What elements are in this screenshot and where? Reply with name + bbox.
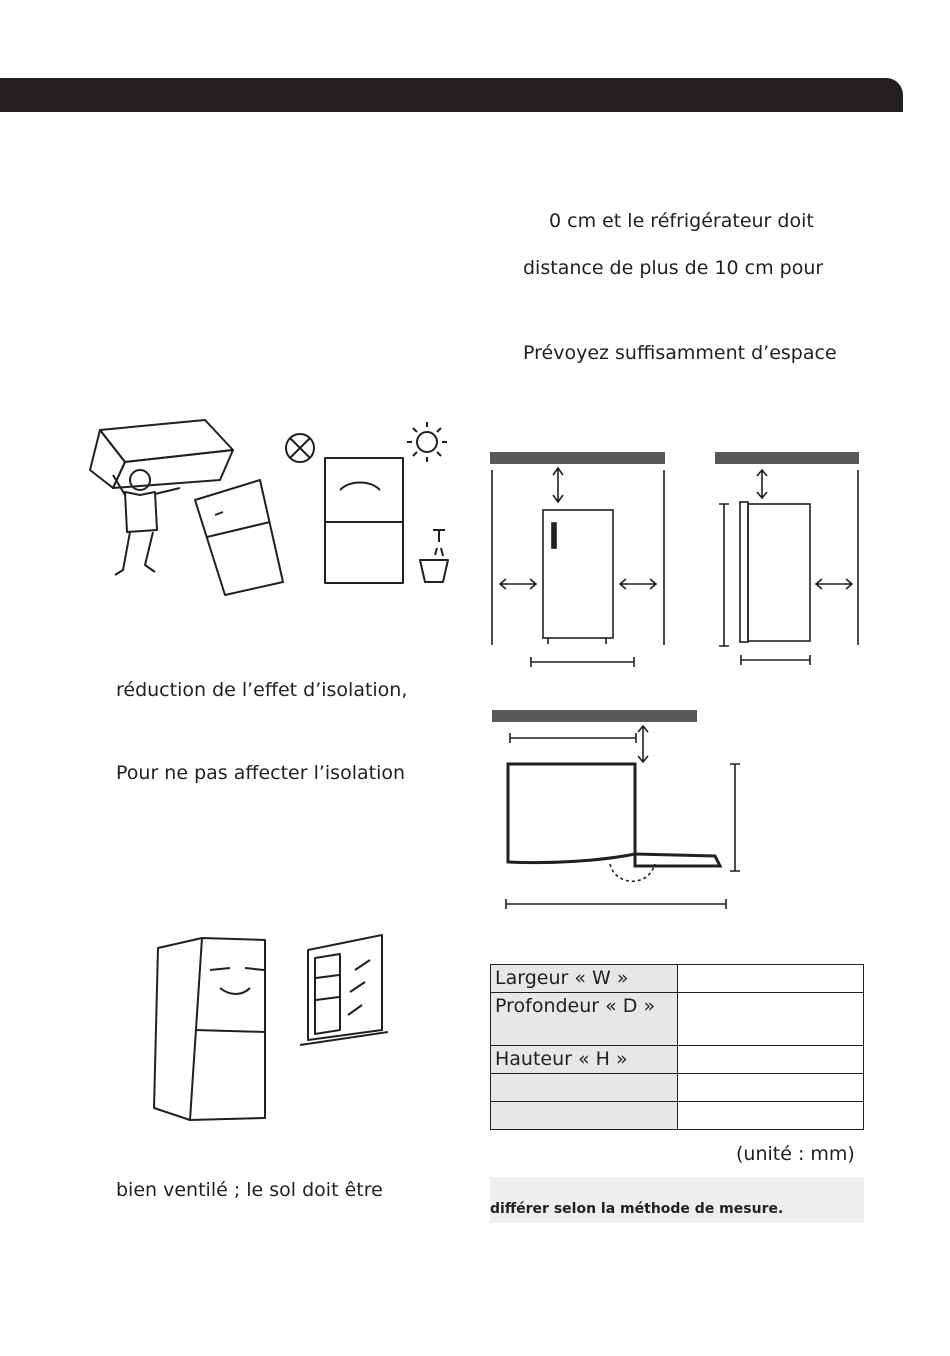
extra-value-1 — [678, 1074, 864, 1102]
table-row — [491, 1102, 864, 1130]
right-text-line-3: Prévoyez suffisamment d’espace — [523, 342, 837, 364]
front-clearance-diagram — [488, 450, 673, 670]
height-value — [678, 1046, 864, 1074]
handling-warning-illustration — [85, 410, 455, 600]
table-row — [491, 965, 864, 993]
left-text-line-2: Pour ne pas affecter l’isolation — [116, 762, 406, 784]
left-text-line-3: bien ventilé ; le sol doit être — [116, 1179, 383, 1201]
extra-value-2 — [678, 1102, 864, 1130]
right-text-line-1: 0 cm et le réfrigérateur doit — [549, 210, 814, 232]
section-header-bar — [0, 78, 903, 112]
measurement-note-box — [490, 1177, 864, 1223]
dimensions-table — [490, 964, 864, 1130]
table-row — [491, 1046, 864, 1074]
height-label: Hauteur « H » — [491, 1046, 678, 1074]
extra-label-2 — [491, 1102, 678, 1130]
door-swing-diagram — [490, 706, 750, 916]
right-text-line-2: distance de plus de 10 cm pour — [523, 257, 824, 279]
side-clearance-diagram — [712, 450, 862, 670]
width-value — [678, 965, 864, 993]
left-text-line-1: réduction de l’effet d’isolation, — [116, 679, 408, 701]
width-label: Largeur « W » — [491, 965, 678, 993]
extra-label-1 — [491, 1074, 678, 1102]
table-row — [491, 993, 864, 1046]
depth-label: Profondeur « D » — [491, 993, 678, 1046]
depth-value — [678, 993, 864, 1046]
ventilation-illustration — [150, 930, 390, 1125]
table-row — [491, 1074, 864, 1102]
unit-label: (unité : mm) — [736, 1143, 855, 1165]
measurement-note-text: différer selon la méthode de mesure. — [490, 1201, 784, 1217]
